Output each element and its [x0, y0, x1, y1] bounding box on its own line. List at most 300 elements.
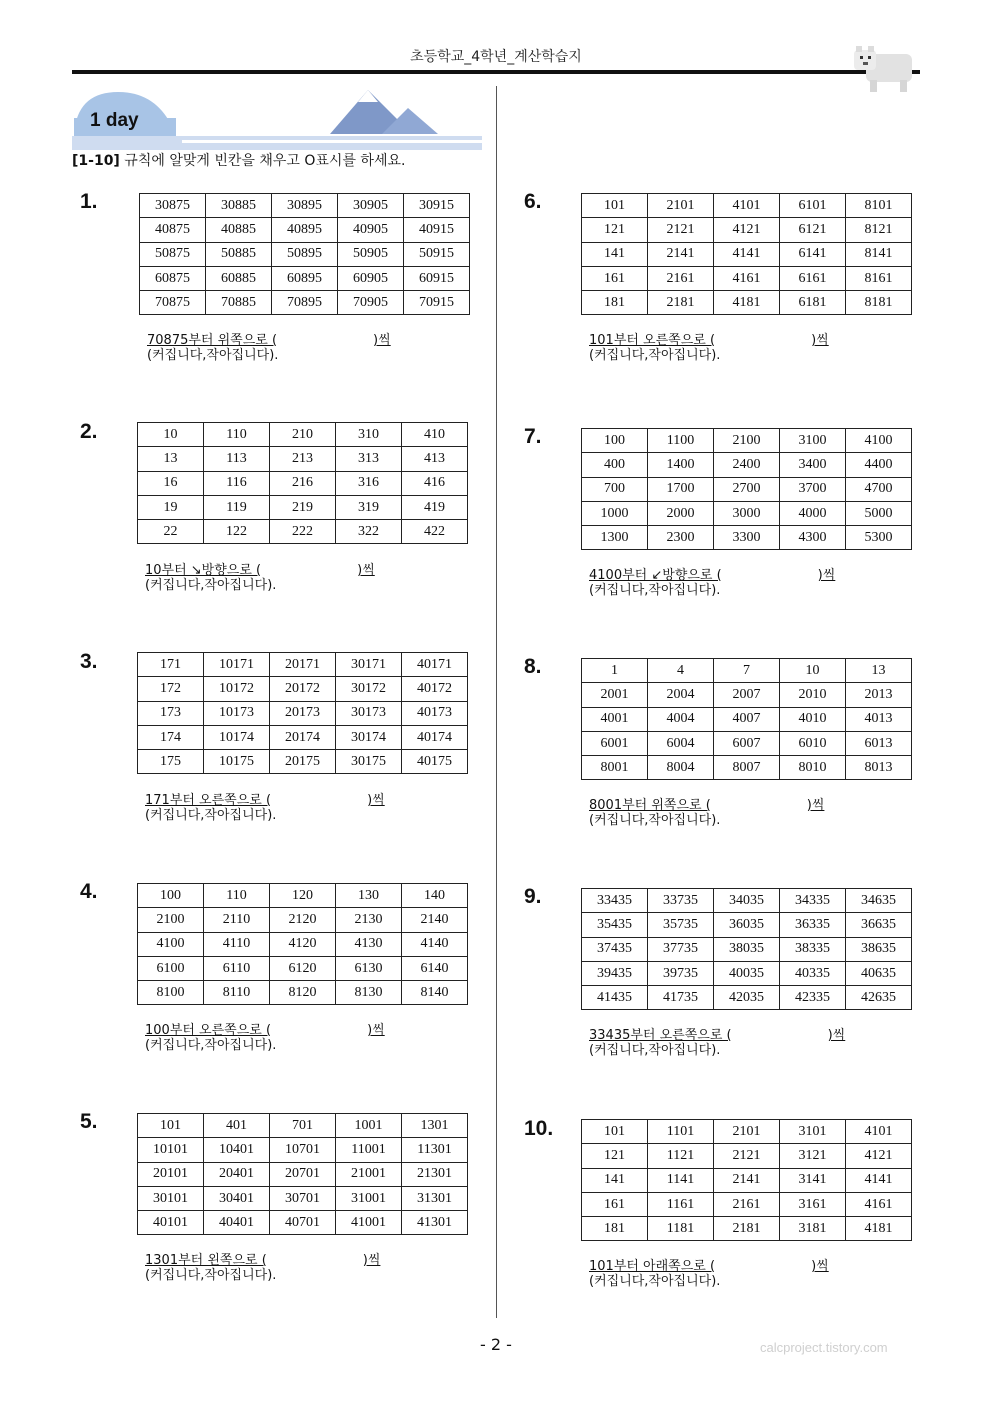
grid-cell: 10401	[204, 1138, 270, 1162]
grid-row	[582, 477, 912, 501]
grid-row	[582, 889, 912, 913]
grid-cell: 30101	[138, 1186, 204, 1210]
grid-cell: 30885	[206, 194, 272, 218]
grid-cell: 4101	[846, 1120, 912, 1144]
question-line	[145, 793, 385, 808]
question-end: )씩	[827, 1028, 846, 1043]
question-start: 171부터 오른쪽으로 (	[145, 793, 272, 808]
grid-row	[140, 266, 470, 290]
grid-cell: 3000	[714, 501, 780, 525]
problem-number: 9.	[524, 885, 542, 908]
grid-row	[582, 501, 912, 525]
grid-cell: 8004	[648, 756, 714, 780]
question-text	[589, 1028, 845, 1058]
number-grid	[137, 1113, 468, 1235]
grid-row	[582, 683, 912, 707]
grid-cell: 8001	[582, 756, 648, 780]
instruction	[72, 150, 405, 170]
grid-cell: 1121	[648, 1144, 714, 1168]
grid-cell: 119	[204, 495, 270, 519]
grid-row	[138, 423, 468, 447]
choice-text[interactable]: (커집니다,작아집니다).	[589, 583, 721, 598]
grid-cell: 70915	[404, 291, 470, 315]
grid-cell: 8161	[846, 266, 912, 290]
grid-cell: 171	[138, 653, 204, 677]
grid-cell: 400	[582, 453, 648, 477]
watermark: calcproject.tistory.com	[760, 1340, 888, 1355]
grid-cell: 121	[582, 218, 648, 242]
grid-cell: 122	[204, 520, 270, 544]
grid-cell: 416	[402, 471, 468, 495]
grid-cell: 16	[138, 471, 204, 495]
question-line	[589, 568, 835, 583]
grid-cell: 40885	[206, 218, 272, 242]
question-line	[145, 563, 375, 578]
grid-cell: 4121	[714, 218, 780, 242]
grid-row	[138, 1114, 468, 1138]
grid-cell: 2141	[714, 1168, 780, 1192]
question-text	[145, 563, 375, 593]
grid-row	[582, 218, 912, 242]
grid-cell: 219	[270, 495, 336, 519]
grid-cell: 2001	[582, 683, 648, 707]
grid-cell: 2100	[714, 429, 780, 453]
grid-cell: 37735	[648, 937, 714, 961]
grid-row	[582, 756, 912, 780]
grid-row	[140, 218, 470, 242]
question-start: 1301부터 왼쪽으로 (	[145, 1253, 267, 1268]
grid-row	[582, 913, 912, 937]
grid-cell: 3400	[780, 453, 846, 477]
grid-cell: 213	[270, 447, 336, 471]
grid-cell: 40172	[402, 677, 468, 701]
grid-cell: 4700	[846, 477, 912, 501]
grid-row	[138, 750, 468, 774]
grid-cell: 2007	[714, 683, 780, 707]
grid-cell: 100	[138, 884, 204, 908]
grid-cell: 50875	[140, 242, 206, 266]
grid-cell: 422	[402, 520, 468, 544]
question-text	[145, 1253, 380, 1283]
grid-cell: 38635	[846, 937, 912, 961]
grid-cell: 40171	[402, 653, 468, 677]
grid-cell: 4121	[846, 1144, 912, 1168]
grid-row	[582, 659, 912, 683]
grid-cell: 10701	[270, 1138, 336, 1162]
grid-cell: 1300	[582, 526, 648, 550]
question-line	[145, 1023, 385, 1038]
grid-cell: 100	[582, 429, 648, 453]
question-line	[589, 1028, 845, 1043]
grid-row	[138, 1162, 468, 1186]
grid-cell: 700	[582, 477, 648, 501]
grid-cell: 30171	[336, 653, 402, 677]
number-grid	[137, 422, 468, 544]
grid-cell: 6010	[780, 731, 846, 755]
grid-cell: 121	[582, 1144, 648, 1168]
grid-cell: 70905	[338, 291, 404, 315]
grid-row	[582, 526, 912, 550]
grid-row	[138, 471, 468, 495]
grid-cell: 4400	[846, 453, 912, 477]
grid-row	[138, 677, 468, 701]
grid-cell: 130	[336, 884, 402, 908]
grid-cell: 30701	[270, 1186, 336, 1210]
grid-row	[582, 266, 912, 290]
grid-cell: 4161	[714, 266, 780, 290]
grid-cell: 40174	[402, 725, 468, 749]
grid-cell: 20173	[270, 701, 336, 725]
question-end: )씩	[367, 793, 385, 808]
grid-cell: 6101	[780, 194, 846, 218]
grid-cell: 30173	[336, 701, 402, 725]
grid-cell: 6130	[336, 956, 402, 980]
problem-number: 2.	[80, 420, 98, 443]
choice-text[interactable]: (커집니다,작아집니다).	[147, 348, 279, 363]
grid-cell: 21001	[336, 1162, 402, 1186]
grid-cell: 161	[582, 266, 648, 290]
grid-row	[582, 194, 912, 218]
question-end: )씩	[811, 333, 829, 348]
grid-row	[582, 937, 912, 961]
question-start: 33435부터 오른쪽으로 (	[589, 1028, 732, 1043]
grid-cell: 4100	[138, 932, 204, 956]
choice-text[interactable]: (커집니다,작아집니다).	[145, 1038, 277, 1053]
grid-cell: 3181	[780, 1217, 846, 1241]
grid-row	[138, 932, 468, 956]
question-end: )씩	[362, 1253, 381, 1268]
grid-cell: 20101	[138, 1162, 204, 1186]
grid-cell: 6007	[714, 731, 780, 755]
grid-cell: 4110	[204, 932, 270, 956]
grid-cell: 1161	[648, 1192, 714, 1216]
grid-cell: 6013	[846, 731, 912, 755]
grid-cell: 60875	[140, 266, 206, 290]
grid-cell: 10172	[204, 677, 270, 701]
grid-cell: 1100	[648, 429, 714, 453]
grid-cell: 140	[402, 884, 468, 908]
grid-cell: 101	[582, 194, 648, 218]
grid-cell: 40635	[846, 961, 912, 985]
grid-cell: 41001	[336, 1211, 402, 1235]
grid-cell: 10	[780, 659, 846, 683]
choice-text[interactable]: (커집니다,작아집니다).	[589, 1274, 721, 1289]
grid-cell: 3300	[714, 526, 780, 550]
grid-cell: 4	[648, 659, 714, 683]
grid-cell: 19	[138, 495, 204, 519]
grid-cell: 6120	[270, 956, 336, 980]
grid-cell: 30875	[140, 194, 206, 218]
grid-cell: 38035	[714, 937, 780, 961]
question-line	[145, 1253, 380, 1268]
problem-number: 5.	[80, 1110, 98, 1133]
grid-cell: 110	[204, 884, 270, 908]
grid-cell: 2121	[648, 218, 714, 242]
grid-cell: 20175	[270, 750, 336, 774]
grid-cell: 40175	[402, 750, 468, 774]
grid-cell: 4141	[714, 242, 780, 266]
grid-row	[138, 495, 468, 519]
grid-cell: 40701	[270, 1211, 336, 1235]
grid-cell: 2700	[714, 477, 780, 501]
grid-cell: 30915	[404, 194, 470, 218]
grid-cell: 11301	[402, 1138, 468, 1162]
grid-cell: 70875	[140, 291, 206, 315]
grid-cell: 110	[204, 423, 270, 447]
grid-cell: 2013	[846, 683, 912, 707]
question-start: 100부터 오른쪽으로 (	[145, 1023, 272, 1038]
grid-cell: 4001	[582, 707, 648, 731]
grid-cell: 50915	[404, 242, 470, 266]
grid-cell: 173	[138, 701, 204, 725]
grid-row	[138, 701, 468, 725]
grid-cell: 222	[270, 520, 336, 544]
grid-cell: 36635	[846, 913, 912, 937]
grid-row	[582, 986, 912, 1010]
grid-cell: 316	[336, 471, 402, 495]
grid-cell: 22	[138, 520, 204, 544]
question-end: )씩	[806, 798, 825, 813]
question-text	[589, 568, 835, 598]
grid-cell: 8100	[138, 981, 204, 1005]
grid-cell: 2130	[336, 908, 402, 932]
grid-cell: 40895	[272, 218, 338, 242]
grid-row	[138, 956, 468, 980]
grid-row	[138, 1186, 468, 1210]
instruction-range: [1-10]	[72, 153, 120, 169]
grid-cell: 4130	[336, 932, 402, 956]
grid-cell: 10101	[138, 1138, 204, 1162]
problem-number: 4.	[80, 880, 98, 903]
question-start: 8001부터 위쪽으로 (	[589, 798, 711, 813]
number-grid	[581, 1119, 912, 1241]
grid-cell: 20171	[270, 653, 336, 677]
grid-row	[140, 194, 470, 218]
problem-number: 8.	[524, 655, 542, 678]
grid-cell: 13	[138, 447, 204, 471]
grid-cell: 37435	[582, 937, 648, 961]
grid-row	[138, 981, 468, 1005]
grid-cell: 41735	[648, 986, 714, 1010]
grid-cell: 50895	[272, 242, 338, 266]
grid-cell: 322	[336, 520, 402, 544]
grid-row	[582, 1192, 912, 1216]
grid-cell: 701	[270, 1114, 336, 1138]
grid-cell: 41301	[402, 1211, 468, 1235]
grid-cell: 4140	[402, 932, 468, 956]
grid-cell: 2110	[204, 908, 270, 932]
grid-row	[138, 908, 468, 932]
grid-cell: 30905	[338, 194, 404, 218]
grid-cell: 1000	[582, 501, 648, 525]
grid-cell: 6141	[780, 242, 846, 266]
choice-text[interactable]: (커집니다,작아집니다).	[589, 1043, 721, 1058]
question-end: )씩	[811, 1259, 829, 1274]
day-label: 1 day	[90, 110, 139, 131]
grid-cell: 319	[336, 495, 402, 519]
grid-row	[140, 291, 470, 315]
grid-cell: 4101	[714, 194, 780, 218]
day-banner	[72, 88, 482, 152]
grid-cell: 39435	[582, 961, 648, 985]
grid-cell: 8140	[402, 981, 468, 1005]
grid-cell: 42635	[846, 986, 912, 1010]
question-text	[145, 1023, 385, 1053]
question-line	[589, 333, 829, 348]
grid-cell: 2010	[780, 683, 846, 707]
grid-cell: 8120	[270, 981, 336, 1005]
grid-cell: 34335	[780, 889, 846, 913]
grid-cell: 120	[270, 884, 336, 908]
grid-cell: 7	[714, 659, 780, 683]
grid-cell: 1400	[648, 453, 714, 477]
choice-text[interactable]: (커집니다,작아집니다).	[589, 348, 721, 363]
grid-cell: 210	[270, 423, 336, 447]
grid-cell: 11001	[336, 1138, 402, 1162]
choice-text[interactable]: (커집니다,작아집니다).	[589, 813, 721, 828]
grid-cell: 30175	[336, 750, 402, 774]
grid-cell: 60905	[338, 266, 404, 290]
choice-text[interactable]: (커집니다,작아집니다).	[145, 1268, 277, 1283]
grid-cell: 38335	[780, 937, 846, 961]
grid-cell: 174	[138, 725, 204, 749]
grid-cell: 4181	[714, 291, 780, 315]
question-text	[589, 1259, 829, 1289]
grid-cell: 8130	[336, 981, 402, 1005]
grid-cell: 31301	[402, 1186, 468, 1210]
grid-cell: 2300	[648, 526, 714, 550]
grid-cell: 30895	[272, 194, 338, 218]
instruction-text: 규칙에 알맞게 빈칸을 채우고 O표시를 하세요.	[124, 153, 406, 169]
grid-row	[582, 1120, 912, 1144]
number-grid	[581, 428, 912, 550]
grid-cell: 4007	[714, 707, 780, 731]
grid-cell: 34635	[846, 889, 912, 913]
question-start: 101부터 아래쪽으로 (	[589, 1259, 716, 1274]
grid-cell: 70895	[272, 291, 338, 315]
question-start: 4100부터 ↙방향으로 (	[589, 568, 722, 583]
grid-cell: 4181	[846, 1217, 912, 1241]
grid-row	[582, 1144, 912, 1168]
grid-cell: 181	[582, 291, 648, 315]
grid-row	[582, 1217, 912, 1241]
grid-cell: 116	[204, 471, 270, 495]
grid-cell: 40035	[714, 961, 780, 985]
grid-cell: 3121	[780, 1144, 846, 1168]
problem-number: 6.	[524, 190, 542, 213]
grid-cell: 3141	[780, 1168, 846, 1192]
column-divider	[496, 86, 497, 1318]
grid-row	[138, 653, 468, 677]
grid-cell: 20172	[270, 677, 336, 701]
grid-row	[138, 725, 468, 749]
question-text	[145, 793, 385, 823]
problem-number: 7.	[524, 425, 542, 448]
grid-cell: 216	[270, 471, 336, 495]
number-grid	[581, 193, 912, 315]
number-grid	[581, 658, 912, 780]
grid-cell: 30401	[204, 1186, 270, 1210]
grid-cell: 20174	[270, 725, 336, 749]
grid-cell: 20401	[204, 1162, 270, 1186]
grid-cell: 36035	[714, 913, 780, 937]
grid-cell: 4000	[780, 501, 846, 525]
grid-cell: 1001	[336, 1114, 402, 1138]
grid-cell: 101	[582, 1120, 648, 1144]
grid-cell: 10175	[204, 750, 270, 774]
problem-number: 1.	[80, 190, 98, 213]
grid-cell: 33735	[648, 889, 714, 913]
grid-cell: 21301	[402, 1162, 468, 1186]
grid-row	[582, 453, 912, 477]
grid-cell: 8110	[204, 981, 270, 1005]
grid-cell: 6100	[138, 956, 204, 980]
grid-cell: 2181	[714, 1217, 780, 1241]
grid-cell: 31001	[336, 1186, 402, 1210]
header-rule	[72, 70, 920, 74]
grid-cell: 175	[138, 750, 204, 774]
question-text	[147, 333, 391, 363]
choice-text[interactable]: (커집니다,작아집니다).	[145, 578, 277, 593]
grid-row	[138, 1211, 468, 1235]
question-text	[589, 333, 829, 363]
grid-cell: 8141	[846, 242, 912, 266]
grid-cell: 6004	[648, 731, 714, 755]
grid-cell: 113	[204, 447, 270, 471]
grid-cell: 4300	[780, 526, 846, 550]
question-start: 10부터 ↘방향으로 (	[145, 563, 262, 578]
grid-cell: 13	[846, 659, 912, 683]
grid-cell: 6181	[780, 291, 846, 315]
grid-cell: 410	[402, 423, 468, 447]
grid-cell: 8013	[846, 756, 912, 780]
grid-cell: 6121	[780, 218, 846, 242]
grid-cell: 50905	[338, 242, 404, 266]
grid-cell: 40101	[138, 1211, 204, 1235]
grid-cell: 2000	[648, 501, 714, 525]
grid-cell: 8010	[780, 756, 846, 780]
grid-cell: 2120	[270, 908, 336, 932]
problem-number: 10.	[524, 1117, 554, 1140]
number-grid	[137, 652, 468, 774]
grid-cell: 141	[582, 1168, 648, 1192]
grid-cell: 419	[402, 495, 468, 519]
grid-cell: 3101	[780, 1120, 846, 1144]
grid-cell: 2140	[402, 908, 468, 932]
grid-cell: 2161	[714, 1192, 780, 1216]
grid-cell: 40173	[402, 701, 468, 725]
grid-cell: 1301	[402, 1114, 468, 1138]
grid-cell: 35435	[582, 913, 648, 937]
grid-cell: 401	[204, 1114, 270, 1138]
grid-cell: 2400	[714, 453, 780, 477]
grid-cell: 6110	[204, 956, 270, 980]
grid-cell: 3161	[780, 1192, 846, 1216]
choice-text[interactable]: (커집니다,작아집니다).	[145, 808, 277, 823]
worksheet-title: 초등학교_4학년_계산학습지	[410, 49, 582, 65]
grid-cell: 172	[138, 677, 204, 701]
grid-cell: 1700	[648, 477, 714, 501]
grid-cell: 141	[582, 242, 648, 266]
grid-cell: 10174	[204, 725, 270, 749]
grid-row	[582, 707, 912, 731]
question-line	[589, 798, 824, 813]
grid-cell: 5000	[846, 501, 912, 525]
grid-cell: 8101	[846, 194, 912, 218]
grid-cell: 36335	[780, 913, 846, 937]
grid-cell: 2004	[648, 683, 714, 707]
grid-row	[138, 1138, 468, 1162]
